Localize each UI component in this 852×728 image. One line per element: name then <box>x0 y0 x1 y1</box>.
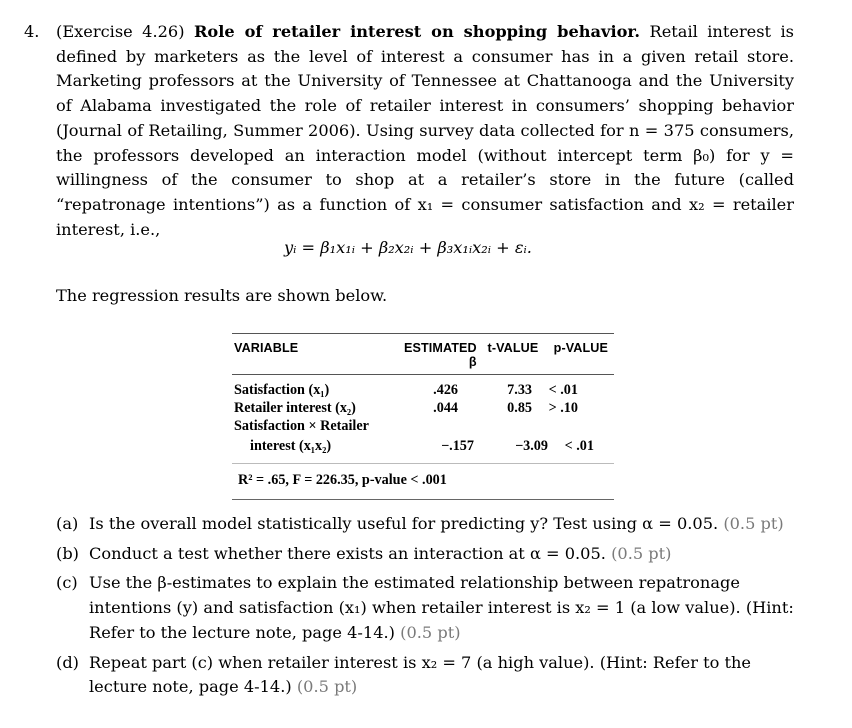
header-beta: ESTIMATED β <box>403 341 477 369</box>
row-p: < .01 <box>564 438 594 454</box>
header-p-value: p-VALUE <box>553 341 608 355</box>
part-points: (0.5 pt) <box>723 514 784 533</box>
regression-table <box>232 333 614 500</box>
row-p <box>532 417 578 435</box>
part-text: Use the β-estimates to explain the estimated relationship between repatronage intentions (y) and satisfaction (x₁) when retailer interest is x₂ = 1 (a low value). (Hint: Refer to the lecture note, page 4-14.) <box>89 573 794 642</box>
part-label: (a) <box>56 514 79 533</box>
part-points: (0.5 pt) <box>611 543 672 563</box>
row-variable: interest (x₁x₂) <box>250 438 332 454</box>
question-parts <box>56 512 796 705</box>
problem-statement <box>24 20 794 242</box>
row-t: 0.85 <box>507 400 532 416</box>
part-points: (0.5 pt) <box>296 677 358 697</box>
table-header <box>232 334 614 374</box>
header-t-value: t-VALUE <box>487 341 539 355</box>
question-part-c <box>56 571 796 645</box>
problem-title: Role of retailer interest on shopping behavior. <box>193 22 641 41</box>
row-t: 7.33 <box>507 382 532 398</box>
table-row <box>232 399 614 417</box>
question-part-b <box>56 542 796 567</box>
row-t <box>458 417 532 435</box>
row-p: > .10 <box>548 400 578 416</box>
part-text: Is the overall model statistically useful for predicting y? Test using α = 0.05. <box>89 514 719 533</box>
row-beta: .044 <box>433 400 458 416</box>
problem-body: Retail interest is defined by marketers as the level of interest a consumer has in a given retail store. Marketing professors at the University of Tennessee at Chattanooga and the University of Alabama investigated the role of retailer interest in consumers’ shopping behavior (Journal of Retailing, Summer 2006). Using survey data collected for n = 375 consumers, the professors developed an interaction model (without intercept term β₀) for y = willingness of the consumer to shop at a retailer’s store in the future (called “repatronage intentions”) as a function of x₁ = consumer satisfaction and x₂ = retailer interest, i.e., <box>56 22 794 239</box>
row-beta: .426 <box>433 382 458 398</box>
row-beta <box>402 417 458 435</box>
exercise-ref: (Exercise 4.26) <box>56 22 185 41</box>
results-intro: The regression results are shown below. <box>56 286 388 305</box>
part-text: Conduct a test whether there exists an interaction at α = 0.05. <box>89 543 606 563</box>
table-body <box>232 375 614 455</box>
table-row <box>232 437 614 455</box>
table-row <box>232 417 614 435</box>
row-variable: Retailer interest (x₂) <box>234 400 356 416</box>
question-part-a <box>56 512 796 537</box>
model-fit-summary: R² = .65, F = 226.35, p-value < .001 <box>232 463 614 499</box>
problem-paragraph <box>56 20 794 242</box>
part-points: (0.5 pt) <box>400 622 461 642</box>
part-text: Repeat part (c) when retailer interest is x₂ = 7 (a high value). (Hint: Refer to the lecture note, page 4-14.) <box>89 652 751 697</box>
question-part-d <box>56 651 796 700</box>
header-variable: VARIABLE <box>234 341 299 355</box>
row-beta: −.157 <box>441 438 474 454</box>
row-variable: Satisfaction (x₁) <box>234 382 330 398</box>
part-label: (b) <box>56 543 79 563</box>
row-variable: Satisfaction × Retailer <box>234 418 369 434</box>
row-t: −3.09 <box>515 438 548 454</box>
part-label: (d) <box>56 652 79 672</box>
problem-number: 4. <box>24 22 40 41</box>
table-bottom-rule <box>232 499 614 500</box>
row-p: < .01 <box>548 382 578 398</box>
table-row <box>232 381 614 399</box>
model-equation: yᵢ = β₁x₁ᵢ + β₂x₂ᵢ + β₃x₁ᵢx₂ᵢ + εᵢ. <box>284 238 532 257</box>
part-label: (c) <box>56 573 78 593</box>
